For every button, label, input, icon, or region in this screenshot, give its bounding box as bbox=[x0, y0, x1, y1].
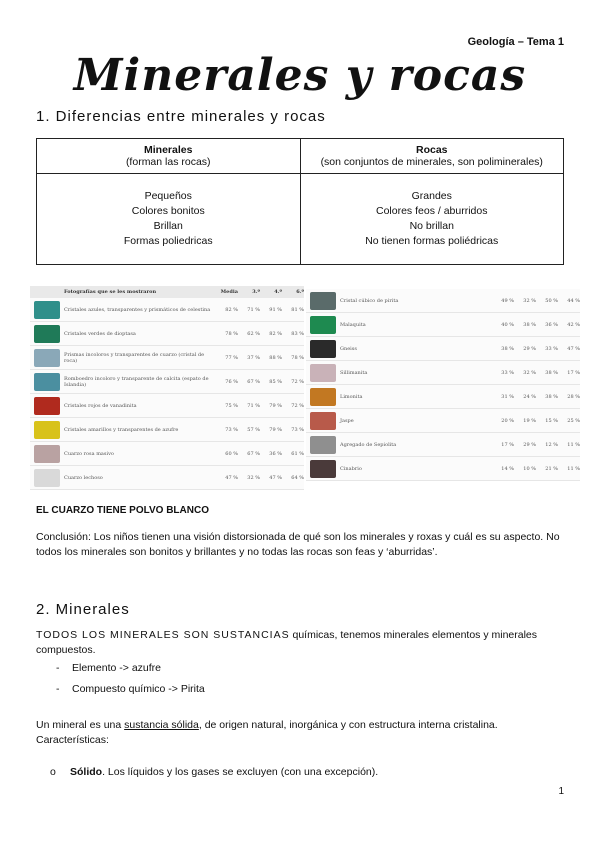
photo-survey-table-right bbox=[306, 289, 580, 481]
percentage-value: 42 % bbox=[567, 321, 580, 328]
table-row bbox=[306, 337, 580, 361]
percentage-value: 73 % bbox=[291, 426, 304, 433]
percentage-value: 67 % bbox=[247, 378, 260, 385]
minerals-intro-rest: químicas, tenemos minerales elementos y minerales compuestos. bbox=[36, 629, 538, 656]
comparison-table bbox=[36, 138, 564, 265]
percentage-value: 21 % bbox=[545, 465, 558, 472]
property-name: Sólido bbox=[70, 766, 103, 778]
percentage-value: 67 % bbox=[247, 450, 260, 457]
percentage-value: 17 % bbox=[501, 441, 514, 448]
table-row bbox=[30, 394, 304, 418]
percentage-value: 75 % bbox=[225, 402, 238, 409]
percentage-value: 62 % bbox=[247, 330, 260, 337]
percentage-value: 73 % bbox=[225, 426, 238, 433]
percentage-value: 82 % bbox=[269, 330, 282, 337]
mineral-trait: Brillan bbox=[153, 220, 183, 232]
percentage-value: 71 % bbox=[247, 306, 260, 313]
table-row bbox=[30, 322, 304, 346]
mineral-photo bbox=[310, 460, 336, 478]
photo-survey-table-left bbox=[30, 286, 304, 490]
mineral-description: Cristales azules, transparentes y prismáticos de celestina bbox=[64, 306, 211, 313]
table-row bbox=[306, 289, 580, 313]
photo-header-label: Fotografías que se les mostraron bbox=[64, 289, 157, 295]
page-title: Minerales y rocas bbox=[73, 50, 527, 101]
percentage-value: 29 % bbox=[523, 441, 536, 448]
mineral-description: Jaspe bbox=[340, 417, 354, 424]
percentage-value: 47 % bbox=[269, 474, 282, 481]
mineral-photo bbox=[34, 301, 60, 319]
percentage-value: 15 % bbox=[545, 417, 558, 424]
percentage-value: 38 % bbox=[523, 321, 536, 328]
percentage-value: 19 % bbox=[523, 417, 536, 424]
percentage-value: 40 % bbox=[501, 321, 514, 328]
percentage-value: 38 % bbox=[545, 393, 558, 400]
table-row bbox=[30, 298, 304, 322]
mineral-photo bbox=[34, 469, 60, 487]
mineral-photo bbox=[34, 325, 60, 343]
property-item: o Sólido. Los líquidos y los gases se excluyen (con una excepción). bbox=[50, 766, 379, 778]
mineral-description: Malaquita bbox=[340, 321, 366, 328]
table-row bbox=[30, 442, 304, 466]
table-row bbox=[30, 370, 304, 394]
minerales-traits-cell bbox=[37, 174, 301, 265]
table-row bbox=[30, 418, 304, 442]
percentage-value: 37 % bbox=[247, 354, 260, 361]
photo-header-4: 4.º bbox=[274, 289, 282, 295]
table-row bbox=[306, 409, 580, 433]
percentage-value: 28 % bbox=[567, 393, 580, 400]
rock-trait: No tienen formas poliédricas bbox=[365, 235, 499, 247]
mineral-definition bbox=[36, 718, 566, 748]
rock-trait: Grandes bbox=[411, 190, 452, 202]
minerales-subtitle: (forman las rocas) bbox=[125, 156, 211, 168]
percentage-value: 60 % bbox=[225, 450, 238, 457]
percentage-value: 88 % bbox=[269, 354, 282, 361]
definition-pre: Un mineral es una bbox=[36, 719, 125, 731]
definition-post: , de origen natural, inorgánica y con estructura interna cristalina. Características: bbox=[36, 719, 498, 746]
percentage-value: 78 % bbox=[225, 330, 238, 337]
percentage-value: 91 % bbox=[269, 306, 282, 313]
mineral-photo bbox=[34, 421, 60, 439]
percentage-value: 50 % bbox=[545, 297, 558, 304]
list-item: - Compuesto químico -> Pirita bbox=[56, 683, 205, 695]
rock-trait: Colores feos / aburridos bbox=[376, 205, 488, 217]
mineral-photo bbox=[34, 373, 60, 391]
mineral-description: Prismas incoloros y transparentes de cuarzo (cristal de roca) bbox=[64, 351, 205, 364]
mineral-description: Cristales amarillos y transparentes de azufre bbox=[64, 426, 179, 433]
mineral-photo bbox=[310, 412, 336, 430]
percentage-value: 61 % bbox=[291, 450, 304, 457]
percentage-value: 33 % bbox=[501, 369, 514, 376]
section-1-heading: 1. Diferencias entre minerales y rocas bbox=[36, 108, 326, 125]
rock-trait: No brillan bbox=[409, 220, 454, 232]
mineral-description: Cristales verdes de dioptasa bbox=[64, 330, 136, 337]
mineral-photo bbox=[310, 316, 336, 334]
mineral-description: Gneiss bbox=[340, 345, 357, 352]
mineral-description: Sillimanita bbox=[340, 369, 368, 376]
section-2-heading: 2. Minerales bbox=[36, 601, 130, 618]
percentage-value: 78 % bbox=[291, 354, 304, 361]
percentage-value: 38 % bbox=[545, 369, 558, 376]
property-text: . Los líquidos y los gases se excluyen (con una excepción). bbox=[102, 766, 379, 778]
percentage-value: 47 % bbox=[225, 474, 238, 481]
percentage-value: 81 % bbox=[291, 306, 304, 313]
rocas-title: Rocas bbox=[415, 144, 448, 156]
photo-table-header bbox=[30, 286, 304, 298]
mineral-photo bbox=[310, 340, 336, 358]
percentage-value: 79 % bbox=[269, 402, 282, 409]
table-row bbox=[30, 466, 304, 490]
mineral-description: Agregado de Sepiolita bbox=[340, 441, 397, 448]
percentage-value: 25 % bbox=[567, 417, 580, 424]
table-row bbox=[306, 313, 580, 337]
table-row bbox=[306, 457, 580, 481]
percentage-value: 11 % bbox=[567, 465, 580, 472]
quartz-note: EL CUARZO TIENE POLVO BLANCO bbox=[36, 505, 209, 516]
percentage-value: 36 % bbox=[269, 450, 282, 457]
conclusion-paragraph: Conclusión: Los niños tienen una visión distorsionada de qué son los minerales y roxas y cuál es su aspecto. No todos los minerales son bonitos y brillantes y no todas las rocas son feas y ‘aburridas’. bbox=[36, 531, 560, 558]
percentage-value: 38 % bbox=[501, 345, 514, 352]
photo-header-6: 6.º bbox=[296, 289, 304, 295]
mineral-photo bbox=[310, 364, 336, 382]
percentage-value: 10 % bbox=[523, 465, 536, 472]
percentage-value: 71 % bbox=[247, 402, 260, 409]
rocas-subtitle: (son conjuntos de minerales, son poliminerales) bbox=[320, 156, 543, 168]
mineral-description: Limonita bbox=[340, 393, 363, 400]
mineral-photo bbox=[310, 292, 336, 310]
rocas-traits-cell bbox=[300, 174, 564, 265]
mineral-description: Romboedro incoloro y transparente de calcita (espato de Islandia) bbox=[64, 375, 209, 388]
page-number: 1 bbox=[558, 786, 564, 797]
mineral-description: Cuarzo rosa masivo bbox=[64, 450, 114, 457]
percentage-value: 85 % bbox=[269, 378, 282, 385]
percentage-value: 17 % bbox=[567, 369, 580, 376]
percentage-value: 57 % bbox=[247, 426, 260, 433]
percentage-value: 12 % bbox=[545, 441, 558, 448]
mineral-description: Cristal cúbico de pirita bbox=[340, 297, 399, 304]
list-item: - Elemento -> azufre bbox=[56, 662, 162, 674]
table-row bbox=[306, 433, 580, 457]
percentage-value: 47 % bbox=[567, 345, 580, 352]
minerales-header-cell bbox=[37, 139, 301, 174]
percentage-value: 72 % bbox=[291, 378, 304, 385]
percentage-value: 29 % bbox=[523, 345, 536, 352]
mineral-photo bbox=[310, 436, 336, 454]
percentage-value: 32 % bbox=[523, 297, 536, 304]
mineral-trait: Formas poliedricas bbox=[123, 235, 213, 247]
minerals-intro-caps: TODOS LOS MINERALES SON SUSTANCIAS bbox=[36, 629, 290, 641]
percentage-value: 11 % bbox=[567, 441, 580, 448]
percentage-value: 49 % bbox=[501, 297, 514, 304]
mineral-description: Cuarzo lechoso bbox=[64, 474, 103, 481]
percentage-value: 44 % bbox=[567, 297, 580, 304]
minerals-intro bbox=[36, 628, 566, 658]
mineral-description: Cristales rojos de vanadinita bbox=[64, 402, 137, 409]
percentage-value: 31 % bbox=[501, 393, 514, 400]
percentage-value: 72 % bbox=[291, 402, 304, 409]
mineral-photo bbox=[34, 349, 60, 367]
mineral-description: Cinabrio bbox=[340, 465, 362, 472]
percentage-value: 32 % bbox=[523, 369, 536, 376]
percentage-value: 32 % bbox=[247, 474, 260, 481]
photo-header-3: 3.º bbox=[252, 289, 260, 295]
percentage-value: 82 % bbox=[225, 306, 238, 313]
percentage-value: 79 % bbox=[269, 426, 282, 433]
percentage-value: 33 % bbox=[545, 345, 558, 352]
header-subject: Geología – Tema 1 bbox=[467, 36, 564, 48]
bullet-text: Compuesto químico -> Pirita bbox=[72, 683, 205, 695]
bullet-text: Elemento -> azufre bbox=[72, 662, 162, 674]
mineral-photo bbox=[310, 388, 336, 406]
mineral-trait: Pequeños bbox=[144, 190, 192, 202]
definition-underlined: sustancia sólida bbox=[124, 719, 199, 731]
minerales-title: Minerales bbox=[144, 144, 193, 156]
rocas-header-cell bbox=[300, 139, 564, 174]
table-row bbox=[306, 385, 580, 409]
mineral-photo bbox=[34, 397, 60, 415]
percentage-value: 20 % bbox=[501, 417, 514, 424]
table-row bbox=[306, 361, 580, 385]
percentage-value: 24 % bbox=[523, 393, 536, 400]
percentage-value: 76 % bbox=[225, 378, 238, 385]
percentage-value: 64 % bbox=[291, 474, 304, 481]
mineral-photo bbox=[34, 445, 60, 463]
table-row bbox=[30, 346, 304, 370]
percentage-value: 77 % bbox=[225, 354, 238, 361]
percentage-value: 14 % bbox=[501, 465, 514, 472]
percentage-value: 36 % bbox=[545, 321, 558, 328]
percentage-value: 83 % bbox=[291, 330, 304, 337]
mineral-trait: Colores bonitos bbox=[131, 205, 205, 217]
photo-header-media: Media bbox=[220, 289, 238, 295]
